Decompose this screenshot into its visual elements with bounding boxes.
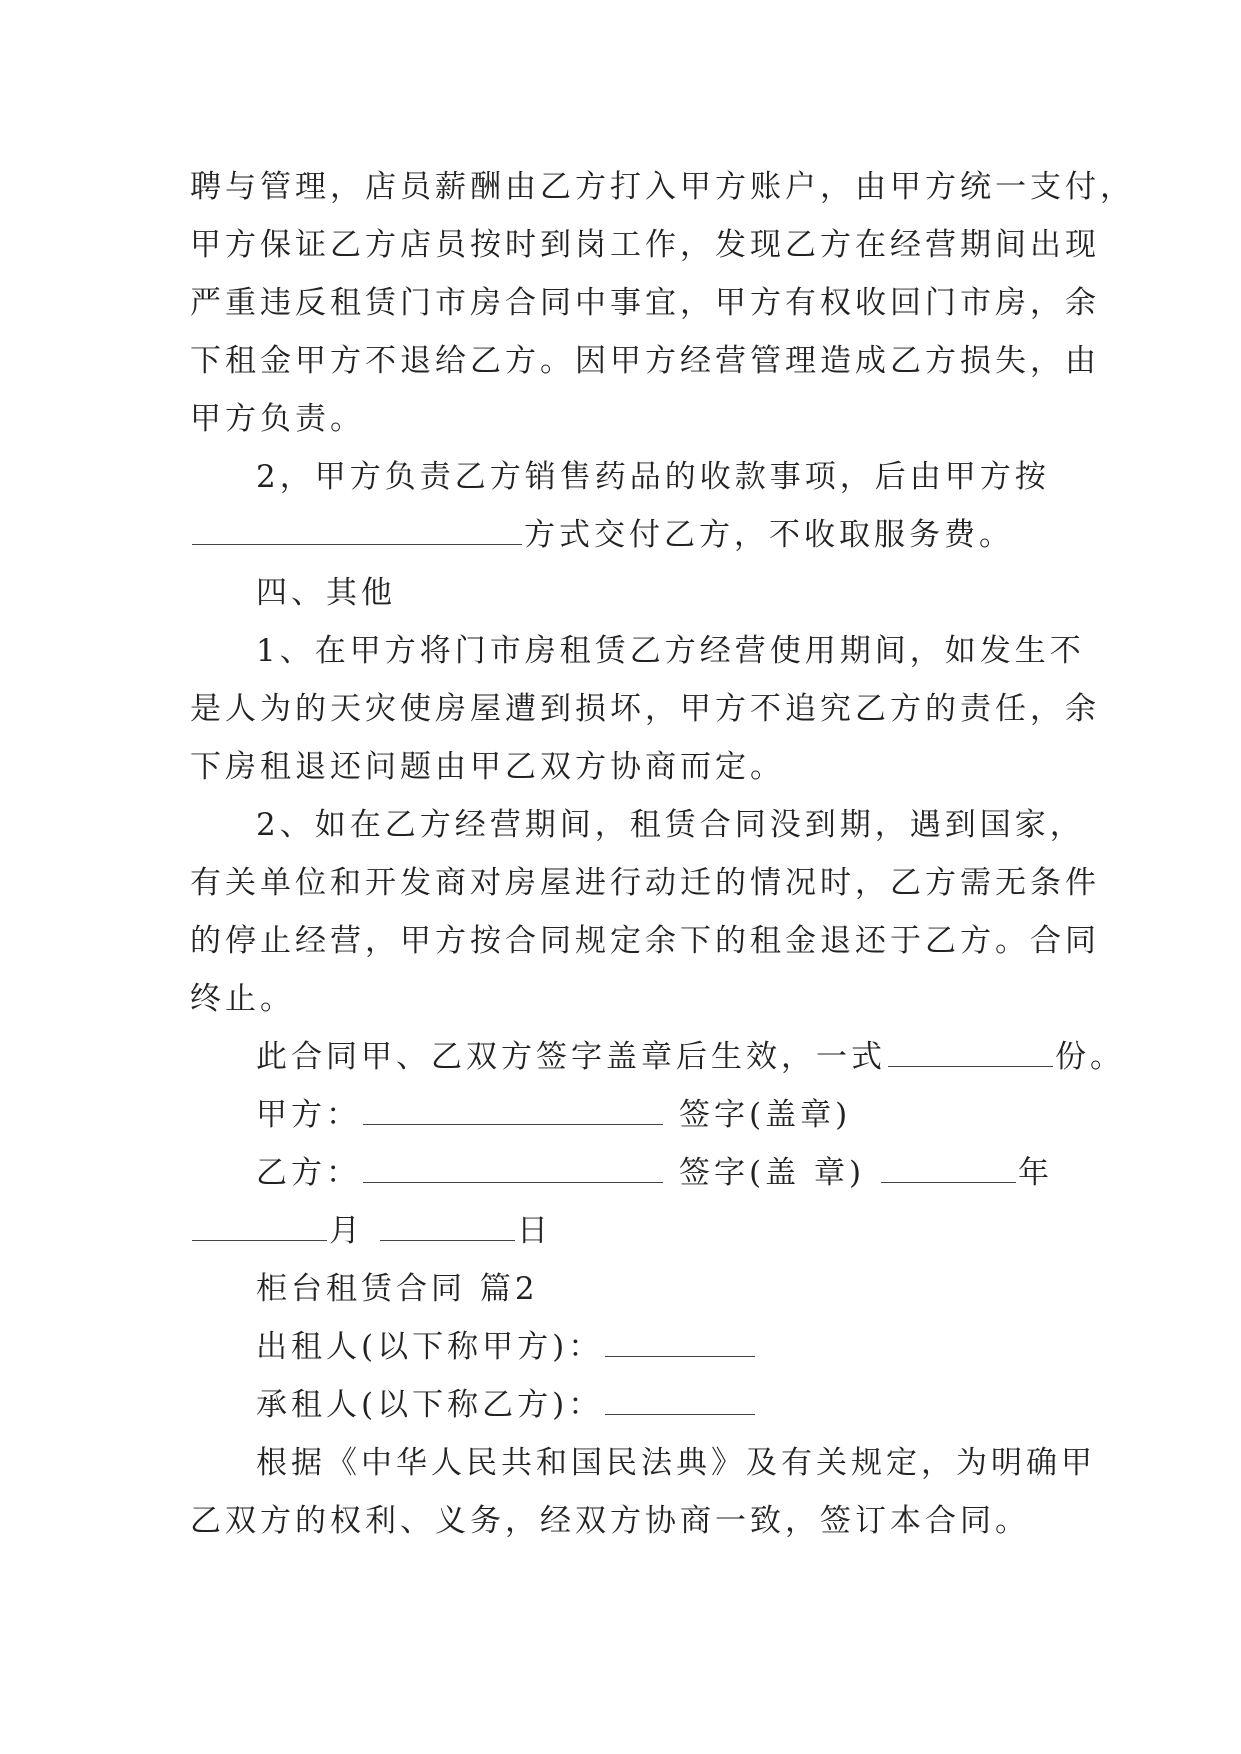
paragraph-line: 的停止经营，甲方按合同规定余下的租金退还于乙方。合同: [190, 923, 1100, 959]
party-a-blank: [363, 1088, 663, 1125]
paragraph-line: 有关单位和开发商对房屋进行动迁的情况时，乙方需无条件: [190, 865, 1100, 901]
year-label: 年: [1018, 1155, 1054, 1191]
day-label: 日: [517, 1213, 552, 1249]
paragraph-line: 1、在甲方将门市房租赁乙方经营使用期间，如发生不: [256, 633, 1085, 669]
day-blank: [380, 1204, 515, 1241]
contract-text: [190, 158, 1135, 1550]
lessor-line: [190, 1318, 1060, 1376]
paragraph-line: 甲方负责。: [190, 401, 365, 437]
contract2-title: 柜台租赁合同 篇2: [256, 1271, 539, 1307]
lessor-label: 出租人(以下称甲方)：: [256, 1329, 604, 1365]
section-title: 四、其他: [256, 575, 396, 611]
party-b-label: 乙方：: [256, 1155, 361, 1191]
effective-prefix: 此合同甲、乙双方签字盖章后生效，一式: [256, 1039, 886, 1075]
lessor-blank: [605, 1320, 755, 1357]
payment-method-blank: [192, 508, 522, 545]
date-line: [190, 1202, 1060, 1260]
paragraph-line: 乙双方的权利、义务，经双方协商一致，签订本合同。: [190, 1503, 1030, 1539]
party-b-signature-line: [190, 1144, 1060, 1202]
paragraph-line: 聘与管理，店员薪酬由乙方打入甲方账户，由甲方统一支付，: [190, 169, 1135, 205]
paragraph-line: 是人为的天灾使房屋遭到损坏，甲方不追究乙方的责任，余: [190, 691, 1100, 727]
payment-method-text: 方式交付乙方，不收取服务费。: [524, 517, 1014, 553]
party-a-label: 甲方：: [256, 1097, 361, 1133]
party-b-sign-label: 签字(盖 章): [679, 1155, 866, 1191]
paragraph-line: 下房租退还问题由甲乙双方协商而定。: [190, 749, 785, 785]
paragraph-line: 根据《中华人民共和国民法典》及有关规定，为明确甲: [256, 1445, 1096, 1481]
paragraph-line: 终止。: [190, 981, 295, 1017]
lessee-blank: [605, 1378, 755, 1415]
payment-method-line: [190, 506, 1060, 564]
paragraph-line: 2、如在乙方经营期间，租赁合同没到期，遇到国家，: [256, 807, 1085, 843]
paragraph-line: 下租金甲方不退给乙方。因甲方经营管理造成乙方损失，由: [190, 343, 1100, 379]
party-a-sign-label: 签字(盖章): [679, 1097, 852, 1133]
copies-blank: [888, 1030, 1053, 1067]
lessee-label: 承租人(以下称乙方)：: [256, 1387, 604, 1423]
paragraph-line: 甲方保证乙方店员按时到岗工作，发现乙方在经营期间出现: [190, 227, 1100, 263]
year-blank: [881, 1146, 1016, 1183]
effective-suffix: 份。: [1055, 1039, 1125, 1075]
paragraph-line: 2，甲方负责乙方销售药品的收款事项，后由甲方按: [256, 459, 1050, 495]
paragraph-line: 严重违反租赁门市房合同中事宜，甲方有权收回门市房，余: [190, 285, 1100, 321]
effective-clause: [190, 1028, 1125, 1086]
month-blank: [192, 1204, 327, 1241]
month-label: 月: [329, 1213, 364, 1249]
party-a-signature-line: [190, 1086, 1060, 1144]
lessee-line: [190, 1376, 1060, 1434]
party-b-blank: [363, 1146, 663, 1183]
